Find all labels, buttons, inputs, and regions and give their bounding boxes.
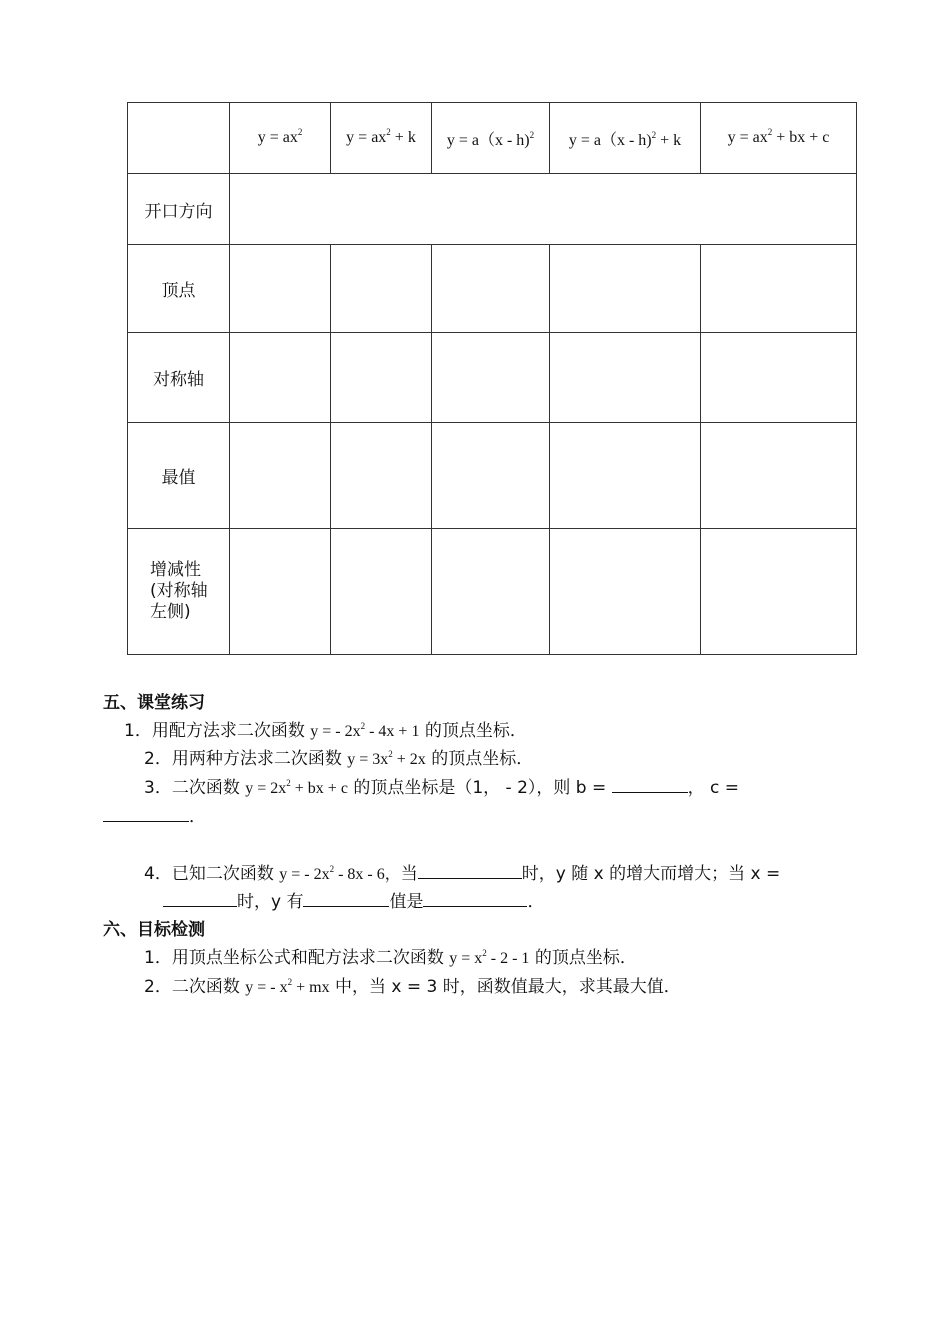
row-label: 增减性 (对称轴 左侧) — [128, 529, 230, 655]
answer-cell[interactable] — [331, 423, 432, 529]
header-cell: y = a（x - h)$^2$ — [432, 103, 550, 174]
exercise-5-1: 1．用配方法求二次函数 y = - $2x^2 - 4x + 1$ 的顶点坐标． — [124, 721, 527, 741]
header-cell: $y = ax^2$ — [230, 103, 331, 174]
row-label: 最值 — [128, 423, 230, 529]
exercise-5-4: 4．已知二次函数 y = - $2x^2 - 8x - 6$，当 时，y 随 x 的增大而增大；当 x = — [144, 864, 781, 884]
answer-blank-range[interactable] — [418, 863, 522, 879]
row-label: 开口方向 — [128, 174, 230, 245]
exercise-5-3: 3．二次函数 $y = 2x^2$ + bx + c 的顶点坐标是（1， - 2），则 b = ， c = — [144, 778, 740, 798]
answer-cell[interactable] — [331, 245, 432, 333]
table-row — [128, 333, 857, 423]
quadratic-function-table — [127, 102, 857, 655]
answer-cell[interactable] — [432, 245, 550, 333]
answer-cell[interactable] — [701, 245, 857, 333]
answer-cell[interactable] — [550, 333, 701, 423]
answer-cell[interactable] — [701, 333, 857, 423]
test-6-1: 1．用顶点坐标公式和配方法求二次函数 $y = x^2 - 2 - 1$ 的顶点坐标． — [144, 948, 637, 968]
answer-blank-extreme[interactable] — [303, 891, 389, 907]
answer-cell[interactable] — [550, 423, 701, 529]
answer-cell[interactable] — [230, 174, 857, 245]
answer-cell[interactable] — [550, 529, 701, 655]
answer-cell[interactable] — [331, 333, 432, 423]
row-label: 顶点 — [128, 245, 230, 333]
answer-cell[interactable] — [230, 333, 331, 423]
answer-cell[interactable] — [701, 423, 857, 529]
answer-cell[interactable] — [230, 423, 331, 529]
table-row — [128, 174, 857, 245]
answer-cell[interactable] — [550, 245, 701, 333]
answer-cell[interactable] — [432, 423, 550, 529]
row-label: 对称轴 — [128, 333, 230, 423]
header-cell: $y = ax^2$ + bx + c — [701, 103, 857, 174]
table-header-row — [128, 103, 857, 174]
exercise-5-4-cont: 时，y 有 值是 ． — [163, 887, 544, 912]
header-cell: $y = ax^2 + k$ — [331, 103, 432, 174]
exercise-5-3-cont: ． — [103, 802, 206, 827]
exercise-5-2: 2．用两种方法求二次函数 $y = 3x^2 + 2x$ 的顶点坐标． — [144, 749, 534, 769]
answer-blank-value[interactable] — [423, 891, 527, 907]
answer-cell[interactable] — [331, 529, 432, 655]
answer-cell[interactable] — [432, 529, 550, 655]
answer-cell[interactable] — [230, 245, 331, 333]
table-row — [128, 245, 857, 333]
corner-cell — [128, 103, 230, 174]
answer-cell[interactable] — [230, 529, 331, 655]
answer-cell[interactable] — [432, 333, 550, 423]
table-row — [128, 423, 857, 529]
answer-blank-c[interactable] — [103, 806, 189, 822]
answer-blank-b[interactable] — [612, 777, 688, 793]
test-6-2: 2．二次函数 y = - $x^2$ + mx 中，当 x = 3 时，函数值最大，求其最大值． — [144, 977, 681, 997]
section-5-title: 五、课堂练习 — [103, 693, 205, 713]
answer-cell[interactable] — [701, 529, 857, 655]
answer-blank-x[interactable] — [163, 891, 237, 907]
header-cell: y = a（x - h)$^2$ + k — [550, 103, 701, 174]
section-6-title: 六、目标检测 — [103, 920, 205, 940]
table-row — [128, 529, 857, 655]
